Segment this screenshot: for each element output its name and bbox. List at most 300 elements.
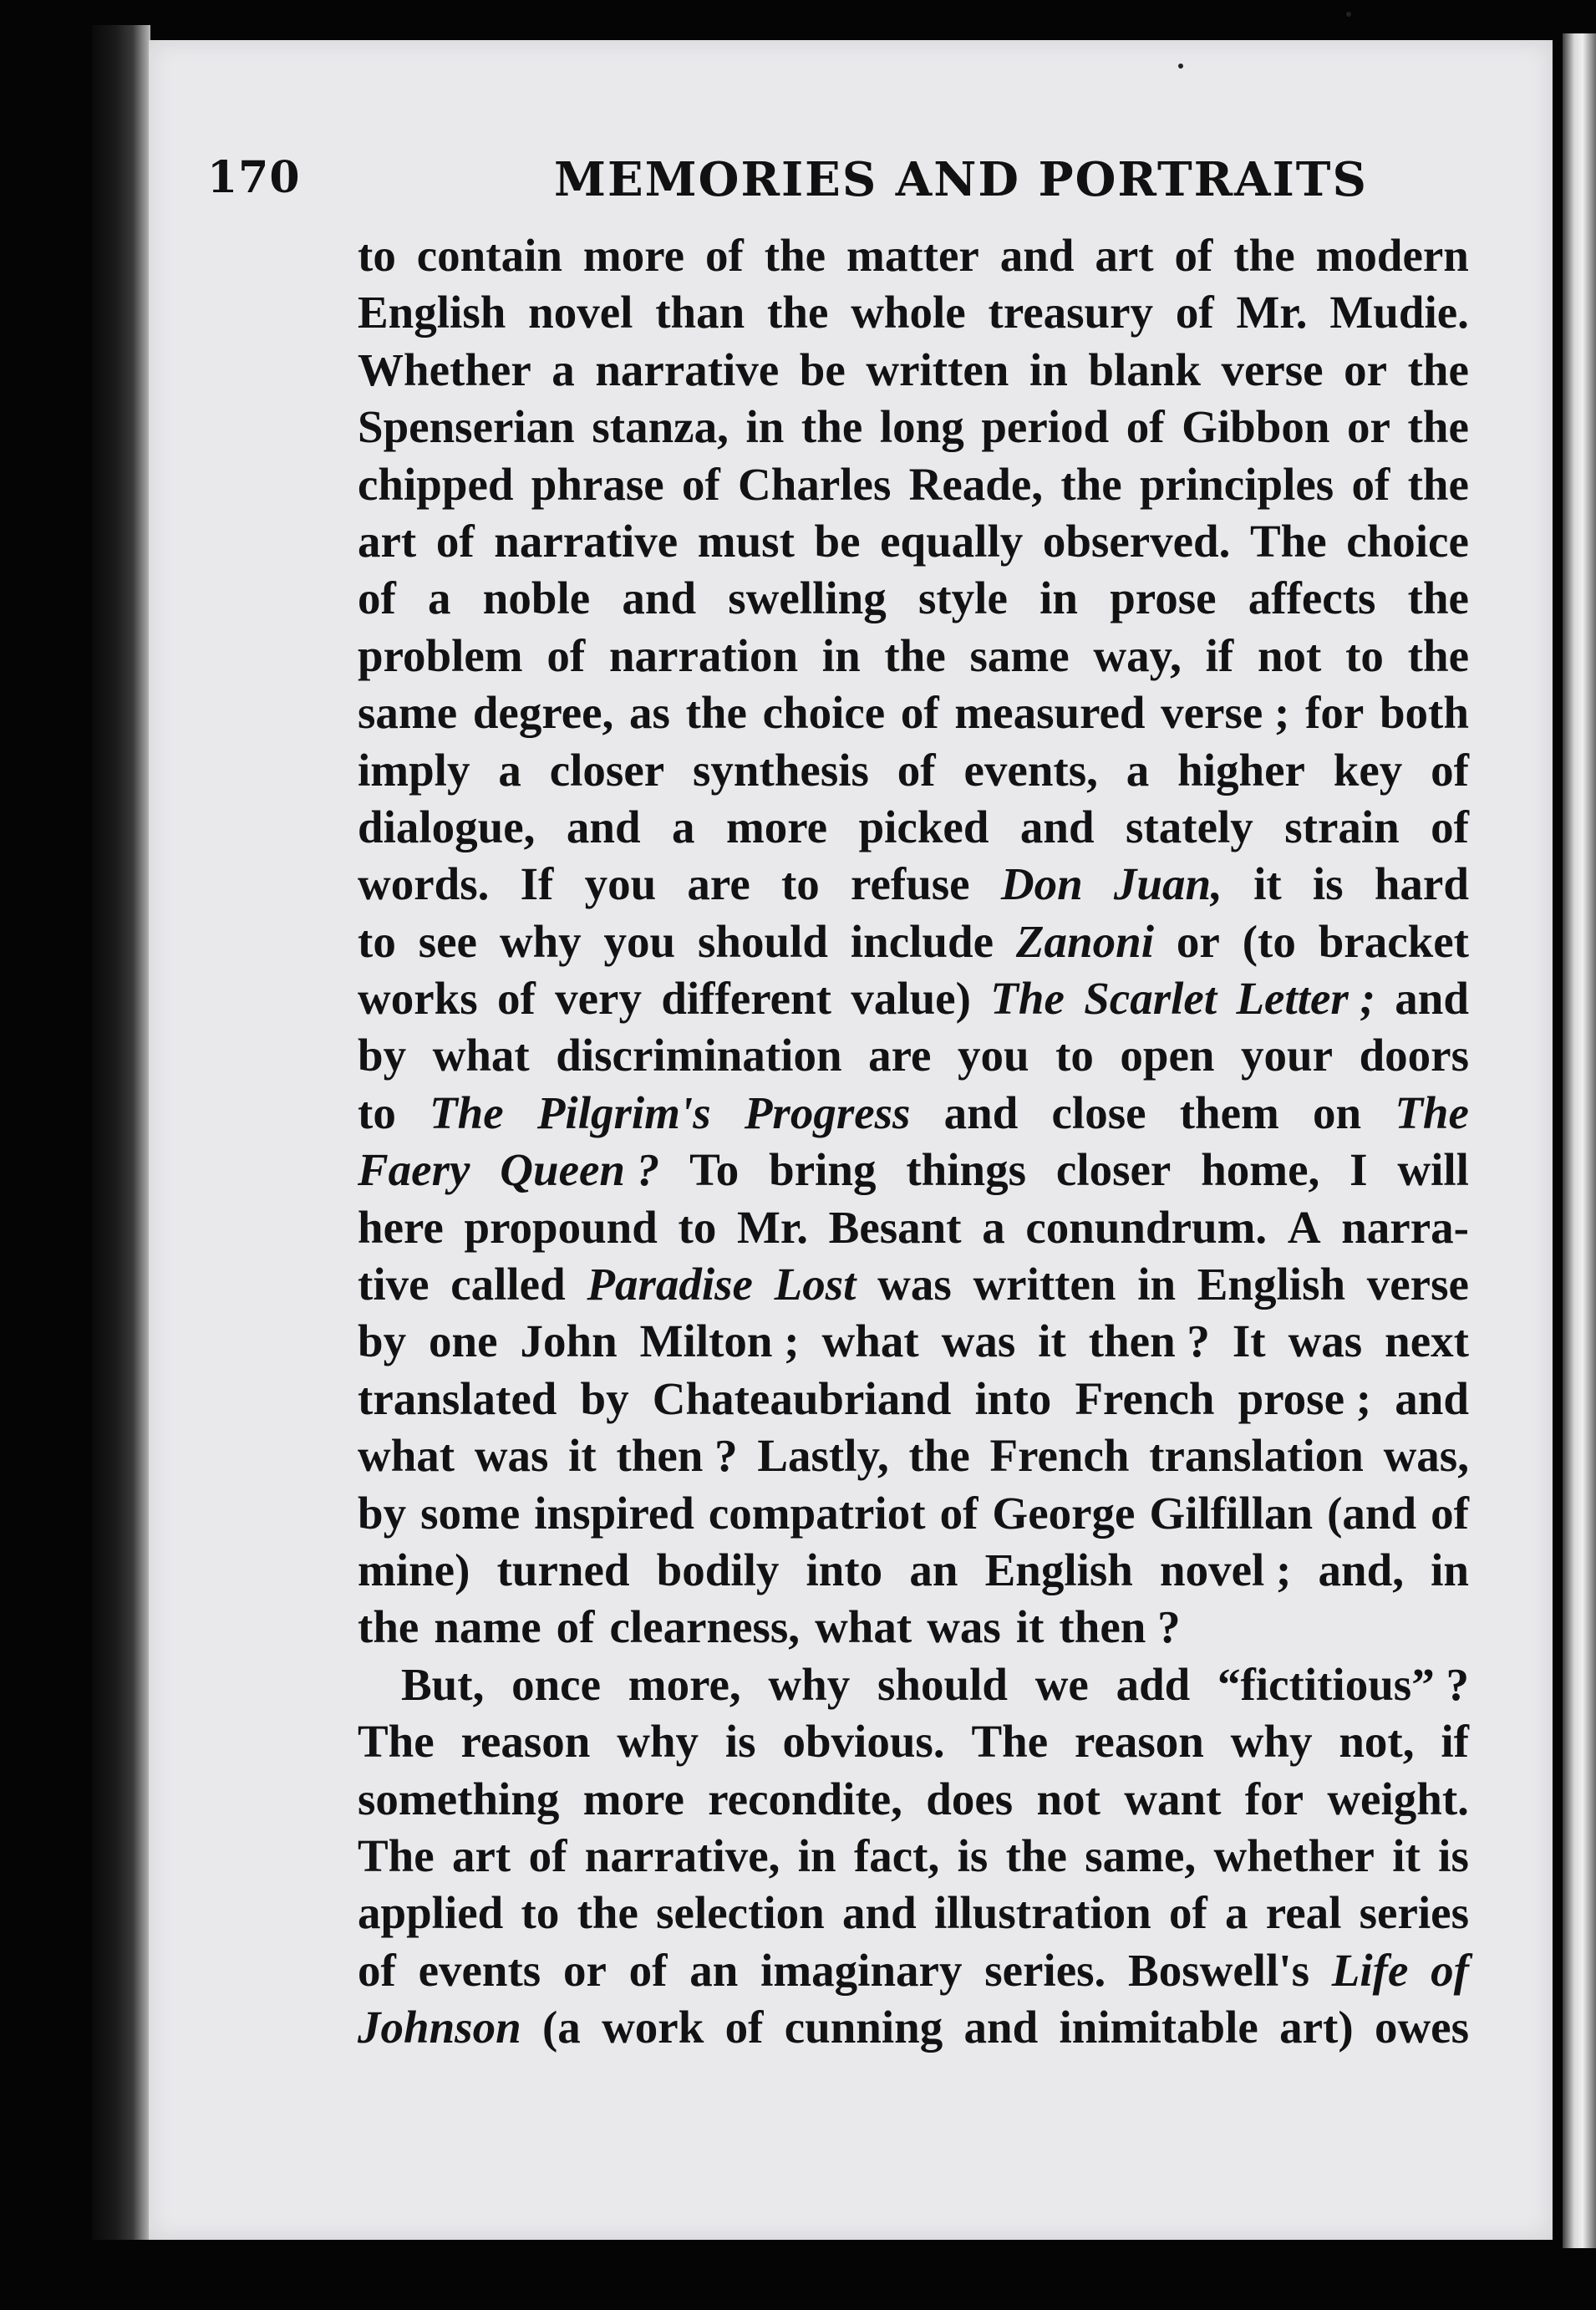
word: you <box>584 858 657 910</box>
word: compatriot <box>708 1487 926 1539</box>
word: the <box>767 287 829 338</box>
word: Mr. <box>736 1201 808 1253</box>
word: Whether <box>358 343 531 395</box>
word: synthesis <box>693 744 869 796</box>
word: more <box>725 801 828 852</box>
word: to <box>780 858 820 910</box>
word: John <box>520 1315 618 1367</box>
word: was <box>927 1601 1001 1653</box>
text-line <box>358 1713 1469 1770</box>
word: real <box>1265 1887 1342 1939</box>
word: whole <box>851 287 966 338</box>
word: next <box>1385 1315 1469 1367</box>
word: it <box>1253 858 1282 910</box>
word: if <box>1441 1716 1469 1768</box>
word: will <box>1397 1144 1469 1196</box>
word: doors <box>1359 1030 1469 1081</box>
word: narration <box>608 629 799 681</box>
word: home, <box>1201 1144 1320 1196</box>
word: add <box>1116 1658 1191 1710</box>
word: and <box>999 230 1075 281</box>
word: of <box>358 1944 396 1996</box>
word: and <box>566 801 641 852</box>
word: bodily <box>656 1544 780 1595</box>
word: for <box>1244 1773 1304 1824</box>
word: why <box>1230 1716 1313 1768</box>
word: as <box>628 687 670 739</box>
word: or <box>562 1944 607 1996</box>
word: of <box>556 1601 595 1653</box>
word: Lastly, <box>757 1430 889 1482</box>
word: to <box>358 915 396 967</box>
word: chipped <box>358 458 514 510</box>
italic-word: of <box>1431 1944 1469 1996</box>
word: strain <box>1284 801 1400 852</box>
word: written <box>973 1259 1116 1310</box>
word: must <box>697 515 795 567</box>
text-line <box>358 570 1469 627</box>
text-line <box>358 227 1469 284</box>
word: discrimination <box>556 1030 842 1081</box>
word: Gilfillan <box>1149 1487 1314 1539</box>
italic-word: Life <box>1331 1944 1409 1996</box>
word: and <box>842 1887 917 1939</box>
word: we <box>1034 1658 1089 1710</box>
word: called <box>450 1259 566 1310</box>
italic-word: The <box>1395 1086 1469 1138</box>
word: more <box>582 230 685 281</box>
word: prose ; <box>1238 1372 1372 1424</box>
text-line <box>358 799 1469 856</box>
word: of <box>1431 744 1469 796</box>
word: propound <box>464 1201 658 1253</box>
word: higher <box>1177 744 1305 796</box>
word: your <box>1241 1030 1334 1081</box>
word: reason <box>1074 1716 1204 1768</box>
word: of <box>724 2002 764 2053</box>
word: The <box>358 1829 435 1881</box>
word: bracket <box>1318 915 1469 967</box>
word: and <box>963 2002 1039 2053</box>
word: one <box>429 1315 498 1367</box>
italic-word: Letter ; <box>1236 973 1375 1025</box>
word: English <box>358 287 506 338</box>
word: into <box>806 1544 883 1595</box>
word: and, <box>1318 1544 1404 1595</box>
word: series. <box>984 1944 1106 1996</box>
text-line <box>358 1256 1469 1313</box>
word: what <box>358 1430 455 1482</box>
text-line <box>358 1142 1469 1198</box>
text-line <box>358 1999 1469 2056</box>
word: should <box>698 915 828 967</box>
word: Reade, <box>908 458 1044 510</box>
word: the <box>358 1601 419 1653</box>
word: narrative, <box>584 1829 780 1881</box>
word: Milton ; <box>639 1315 800 1367</box>
word: name <box>434 1601 541 1653</box>
word: series <box>1359 1887 1469 1939</box>
word: be <box>799 343 846 395</box>
word: dialogue, <box>358 801 536 852</box>
word: events <box>418 1944 541 1996</box>
word: verse <box>1366 1259 1469 1310</box>
word: to <box>678 1201 717 1253</box>
word: illustration <box>933 1887 1151 1939</box>
word: picked <box>858 801 989 852</box>
word: something <box>358 1773 560 1824</box>
word: it <box>1015 1601 1045 1653</box>
word: The <box>971 1716 1049 1768</box>
word: work <box>602 2002 704 2053</box>
word: French <box>1075 1372 1215 1424</box>
word: was, <box>1383 1430 1469 1482</box>
word: by <box>358 1315 407 1367</box>
word: of <box>1168 1887 1207 1939</box>
italic-word: Lost <box>774 1259 856 1310</box>
word: long <box>879 401 964 453</box>
word: key <box>1333 744 1403 796</box>
word: the <box>1407 401 1469 453</box>
word: a <box>551 343 575 395</box>
word: conundrum. <box>1025 1201 1268 1253</box>
word: of <box>528 1829 567 1881</box>
word: novel ; <box>1160 1544 1292 1595</box>
word: of <box>897 744 936 796</box>
word: things <box>906 1144 1027 1196</box>
word: then ? <box>1059 1601 1181 1653</box>
word: and <box>1395 973 1469 1025</box>
word: style <box>917 572 1008 624</box>
word: Boswell's <box>1128 1944 1309 1996</box>
page-edge <box>1563 33 1596 2248</box>
word: some <box>420 1487 521 1539</box>
word: the <box>908 1430 970 1482</box>
italic-word: Paradise <box>587 1259 753 1310</box>
word: of <box>358 572 396 624</box>
word: of <box>1351 458 1390 510</box>
word: of <box>1174 230 1213 281</box>
word: was <box>474 1430 549 1482</box>
word: different <box>661 973 831 1025</box>
word: both <box>1379 687 1469 739</box>
word: open <box>1120 1030 1215 1081</box>
word: of <box>1126 401 1165 453</box>
text-line <box>358 1942 1469 1999</box>
word: hard <box>1374 858 1469 910</box>
word: A <box>1287 1201 1321 1253</box>
word: English <box>1197 1259 1346 1310</box>
word: Mudie. <box>1329 287 1469 338</box>
word: was <box>877 1259 952 1310</box>
word: then ? <box>616 1430 738 1482</box>
word: verse <box>1221 343 1324 395</box>
word: But, <box>401 1658 485 1710</box>
word: closer <box>549 744 665 796</box>
text-line <box>358 1371 1469 1427</box>
word: art) <box>1279 2002 1354 2053</box>
word: a <box>498 744 521 796</box>
italic-word: Scarlet <box>1084 973 1217 1025</box>
word: you <box>603 915 676 967</box>
text-line <box>358 913 1469 970</box>
word: art <box>452 1829 511 1881</box>
word: weight. <box>1327 1773 1469 1824</box>
dust-speck <box>1346 12 1351 17</box>
word: way, <box>1093 629 1182 681</box>
word: bring <box>769 1144 877 1196</box>
word: of <box>496 973 536 1025</box>
word: the <box>685 687 747 739</box>
word: stanza, <box>592 401 729 453</box>
word: (to <box>1242 915 1296 967</box>
word: why <box>499 915 582 967</box>
italic-word: Johnson <box>358 2002 521 2053</box>
word: “fictitious” ? <box>1217 1658 1469 1710</box>
word: same <box>969 629 1070 681</box>
dust-speck <box>1178 64 1183 69</box>
word: If <box>520 858 554 910</box>
word: swelling <box>728 572 887 624</box>
word: selection <box>656 1887 825 1939</box>
word: to <box>521 1887 560 1939</box>
word: noble <box>482 572 591 624</box>
word: the <box>1233 230 1295 281</box>
italic-word: Faery <box>358 1144 470 1196</box>
word: recondite, <box>708 1773 902 1824</box>
word: close <box>1051 1086 1146 1138</box>
word: turned <box>496 1544 630 1595</box>
text-line <box>358 284 1469 341</box>
word: in <box>1029 343 1068 395</box>
word: on <box>1313 1086 1362 1138</box>
word: I <box>1349 1144 1368 1196</box>
word: the <box>1407 629 1469 681</box>
word: of <box>435 515 475 567</box>
word: the <box>1060 458 1122 510</box>
text-line <box>358 1085 1469 1142</box>
word: narrative <box>595 343 780 395</box>
word: to <box>358 1086 396 1138</box>
word: of <box>1175 287 1214 338</box>
text-line <box>358 456 1469 513</box>
word: the <box>1407 572 1469 624</box>
word: period <box>981 401 1110 453</box>
word: mine) <box>358 1544 470 1595</box>
body-text <box>358 227 1469 2057</box>
word: if <box>1205 629 1234 681</box>
word: modern <box>1315 230 1469 281</box>
word: verse ; <box>1161 687 1290 739</box>
running-header <box>207 152 1368 211</box>
word: why <box>768 1658 851 1710</box>
text-line <box>358 1199 1469 1256</box>
word: inimitable <box>1059 2002 1258 2053</box>
book-gutter-shadow <box>92 25 150 2240</box>
word: art <box>358 515 417 567</box>
italic-word: Queen ? <box>500 1144 660 1196</box>
word: why <box>617 1716 699 1768</box>
word: problem <box>358 629 523 681</box>
word: in <box>821 629 861 681</box>
word: stately <box>1126 801 1253 852</box>
word: are <box>687 858 750 910</box>
word: George <box>992 1487 1136 1539</box>
word: of <box>939 1487 978 1539</box>
word: tive <box>358 1259 429 1310</box>
word: prose <box>1110 572 1217 624</box>
word: and <box>943 1086 1019 1138</box>
text-line <box>358 628 1469 684</box>
text-line <box>358 513 1469 570</box>
word: affects <box>1248 572 1376 624</box>
word: it <box>568 1430 597 1482</box>
word: of <box>704 230 744 281</box>
text-line <box>358 399 1469 455</box>
word: them <box>1179 1086 1279 1138</box>
word: a <box>1225 1887 1248 1939</box>
text-line <box>358 970 1469 1027</box>
word: principles <box>1139 458 1334 510</box>
word: of <box>681 458 720 510</box>
word: whether <box>1213 1829 1375 1881</box>
word: phrase <box>531 458 664 510</box>
word: imply <box>358 744 470 796</box>
word: by <box>358 1487 407 1539</box>
word: written <box>866 343 1009 395</box>
word: Chateaubriand <box>652 1372 952 1424</box>
word: are <box>868 1030 932 1081</box>
word: include <box>850 915 994 967</box>
word: The <box>358 1716 435 1768</box>
word: or <box>1176 915 1220 967</box>
word: in <box>1137 1259 1177 1310</box>
word: and <box>1019 801 1095 852</box>
word: fact, <box>853 1829 940 1881</box>
text-line <box>358 1027 1469 1084</box>
word: equally <box>880 515 1024 567</box>
word: what <box>432 1030 530 1081</box>
word: English <box>984 1544 1133 1595</box>
word: for <box>1305 687 1365 739</box>
italic-word: Progress <box>744 1086 911 1138</box>
word: refuse <box>851 858 970 910</box>
word: To <box>689 1144 740 1196</box>
word: into <box>974 1372 1052 1424</box>
word: more, <box>628 1658 741 1710</box>
word: is <box>1438 1829 1469 1881</box>
word: what <box>815 1601 912 1653</box>
word: the <box>884 629 946 681</box>
text-line <box>358 1828 1469 1885</box>
word: inspired <box>534 1487 694 1539</box>
word: was <box>1288 1315 1363 1367</box>
word: It <box>1232 1315 1266 1367</box>
text-line <box>358 742 1469 799</box>
word: narra- <box>1341 1201 1469 1253</box>
word: want <box>1124 1773 1222 1824</box>
word: the <box>1407 458 1469 510</box>
text-line <box>358 1542 1469 1599</box>
text-line <box>358 684 1469 741</box>
word: observed. <box>1042 515 1231 567</box>
word: Charles <box>738 458 892 510</box>
word: in <box>745 401 785 453</box>
word: not <box>1036 1773 1100 1824</box>
word: it <box>1038 1315 1066 1367</box>
word: be <box>814 515 861 567</box>
word: the <box>764 230 826 281</box>
word: matter <box>846 230 979 281</box>
word: closer <box>1055 1144 1172 1196</box>
page-number: 170 <box>207 152 301 203</box>
word: was <box>941 1315 1016 1367</box>
text-line <box>358 342 1469 399</box>
word: or <box>1347 401 1390 453</box>
word: a <box>428 572 451 624</box>
word: in <box>1039 572 1078 624</box>
word: not <box>1257 629 1322 681</box>
word: is <box>724 1716 756 1768</box>
word: then ? <box>1088 1315 1210 1367</box>
word: reason <box>460 1716 591 1768</box>
word: and <box>622 572 697 624</box>
word: measured <box>954 687 1146 739</box>
word: of <box>546 629 586 681</box>
word: in <box>1431 1544 1469 1595</box>
word: than <box>655 287 745 338</box>
word: once <box>511 1658 602 1710</box>
word: obvious. <box>782 1716 945 1768</box>
word: the <box>801 401 863 453</box>
word: to <box>1345 629 1384 681</box>
word: words. <box>358 858 490 910</box>
word: by <box>358 1030 407 1081</box>
word: novel <box>528 287 633 338</box>
word: of <box>900 687 939 739</box>
italic-word: The <box>990 973 1065 1025</box>
word: art <box>1095 230 1154 281</box>
word: French <box>989 1430 1130 1482</box>
word: or <box>1344 343 1388 395</box>
word: in <box>797 1829 836 1881</box>
italic-word: Juan, <box>1113 858 1222 910</box>
text-line <box>358 1771 1469 1828</box>
word: the <box>1005 1829 1067 1881</box>
word: here <box>358 1201 444 1253</box>
word: an <box>909 1544 958 1595</box>
text-line <box>358 1599 1469 1656</box>
running-title: MEMORIES AND PORTRAITS <box>554 152 1368 207</box>
text-line <box>358 1427 1469 1484</box>
word: should <box>877 1658 1008 1710</box>
word: clearness, <box>609 1601 801 1653</box>
word: it <box>1392 1829 1421 1881</box>
word: works <box>358 973 478 1025</box>
word: degree, <box>472 687 614 739</box>
word: blank <box>1088 343 1201 395</box>
word: what <box>821 1315 919 1367</box>
word: the <box>577 1887 638 1939</box>
word: narrative <box>494 515 679 567</box>
word: Gibbon <box>1182 401 1330 453</box>
italic-word: Pilgrim's <box>536 1086 711 1138</box>
word: imaginary <box>760 1944 963 1996</box>
word: cunning <box>784 2002 943 2053</box>
word: by <box>580 1372 629 1424</box>
word: you <box>957 1030 1029 1081</box>
text-line <box>358 856 1469 913</box>
